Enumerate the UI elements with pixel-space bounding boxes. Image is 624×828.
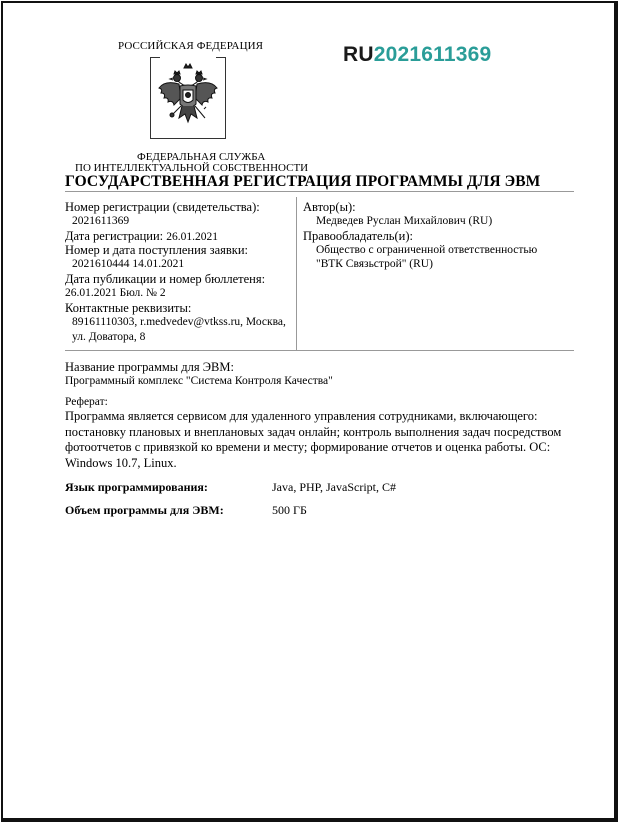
registration-number-badge [343, 43, 491, 67]
reg-number-value: 2021611369 [72, 215, 130, 227]
reg-prefix: RU [343, 43, 374, 66]
publication-label: Дата публикации и номер бюллетеня: [65, 272, 266, 286]
federation-heading: РОССИЙСКАЯ ФЕДЕРАЦИЯ [118, 40, 264, 52]
program-name-value: Программный комплекс "Система Контроля Качества" [65, 375, 333, 387]
info-bottom-divider [65, 350, 574, 351]
reg-date-label: Дата регистрации: [65, 229, 164, 243]
holder-line2: "ВТК Связьстрой" (RU) [316, 258, 433, 270]
contact-line2: ул. Доватора, 8 [72, 331, 146, 343]
abstract-line: фотоотчетов с привязкой ко времени и месту; формирование отчетов и оценка работы. ОС: [65, 440, 551, 454]
abstract-line: Программа является сервисом для удаленного управления сотрудниками, включающего: [65, 409, 538, 423]
contact-label: Контактные реквизиты: [65, 301, 192, 315]
author-value: Медведев Руслан Михайлович (RU) [316, 215, 493, 227]
service-heading-line1: ФЕДЕРАЛЬНАЯ СЛУЖБА [137, 151, 266, 163]
document-title: ГОСУДАРСТВЕННАЯ РЕГИСТРАЦИЯ ПРОГРАММЫ ДЛЯ ЭВМ [65, 173, 541, 190]
contact-line1: 89161110303, r.medvedev@vtkss.ru, Москва, [72, 316, 286, 328]
abstract-line: постановку плановых и внеплановых задач онлайн; контроль выполнения задач посредством [65, 424, 562, 439]
size-value: 500 ГБ [272, 503, 307, 517]
holder-label: Правообладатель(и): [303, 229, 413, 243]
reg-number: 2021611369 [373, 43, 492, 66]
application-value: 2021610444 14.01.2021 [72, 258, 185, 270]
program-name-label: Название программы для ЭВМ: [65, 360, 234, 374]
reg-date-row [65, 229, 218, 244]
application-label: Номер и дата поступления заявки: [65, 243, 249, 257]
publication-value: 26.01.2021 Бюл. № 2 [65, 287, 166, 299]
size-label: Объем программы для ЭВМ: [65, 503, 224, 517]
title-divider [65, 191, 574, 192]
abstract-line: Windows 10.7, Linux. [65, 455, 177, 470]
reg-number-label: Номер регистрации (свидетельства): [65, 200, 260, 214]
holder-line1: Общество с ограниченной ответственностью [316, 244, 538, 256]
language-value: Java, PHP, JavaScript, C# [272, 480, 396, 494]
abstract-label: Реферат: [65, 396, 108, 408]
service-heading-line2: ПО ИНТЕЛЛЕКТУАЛЬНОЙ СОБСТВЕННОСТИ [75, 162, 309, 174]
column-divider [296, 197, 297, 350]
author-label: Автор(ы): [303, 200, 356, 214]
reg-date-value: 26.01.2021 [166, 231, 219, 243]
language-label: Язык программирования: [65, 480, 208, 494]
abstract-text [65, 409, 585, 471]
double-headed-eagle-icon [155, 62, 221, 134]
